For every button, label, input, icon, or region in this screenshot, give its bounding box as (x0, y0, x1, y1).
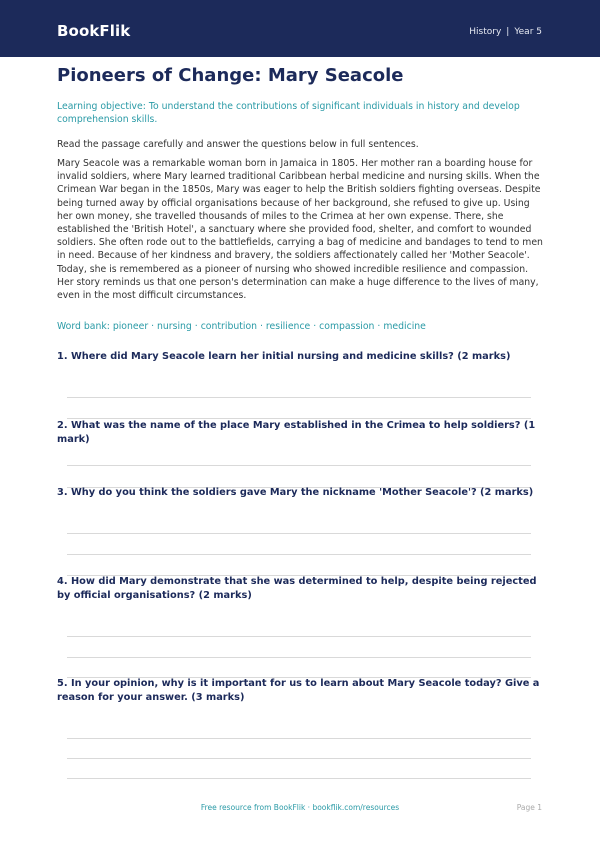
page-number: Page 1 (516, 803, 542, 812)
learning-objective: Learning objective: To understand the contributions of significant individuals in history and develop comprehension skills. (57, 101, 520, 125)
question-4: 4. How did Mary demonstrate that she was determined to help, despite being rejected by official organisations? (2 marks) (57, 576, 537, 601)
answer-line[interactable] (67, 738, 531, 739)
answer-line[interactable] (67, 397, 531, 398)
brand-logo-text[interactable]: BookFlik (57, 22, 131, 40)
meta-separator: | (506, 27, 510, 37)
answer-line[interactable] (67, 465, 531, 466)
question-1: 1. Where did Mary Seacole learn her initial nursing and medicine skills? (2 marks) (57, 351, 511, 362)
subject-year-label (469, 27, 542, 37)
footer-credit[interactable]: Free resource from BookFlik · bookflik.com/resources (200, 803, 400, 812)
question-3: 3. Why do you think the soldiers gave Mary the nickname 'Mother Seacole'? (2 marks) (57, 487, 534, 498)
question-5: 5. In your opinion, why is it important for us to learn about Mary Seacole today? Give a reason for your answer. (3 marks) (57, 678, 540, 703)
reading-passage: Mary Seacole was a remarkable woman born in Jamaica in 1805. Her mother ran a boarding house for invalid soldiers, where Mary learned traditional Caribbean herbal medicine and nursing skills. When the Crimean War began in the 1850s, Mary was eager to help the British soldiers fighting overseas. Despite being turned away by official organisations because of her background, she refused to give up. Using her own money, she travelled thousands of miles to the Crimea at her own expense. There, she established the 'British Hotel', a sanctuary where she provided food, shelter, and comfort to wounded soldiers. She often rode out to the battlefields, carrying a bag of medicine and bandages to tend to men in need. Because of her kindness and bravery, the soldiers affectionately called her 'Mother Seacole'. Today, she is remembered as a pioneer of nursing who showed incredible resilience and compassion. Her story reminds us that one person's determination can make a huge difference to the lives of many, even in the most difficult circumstances. (57, 158, 543, 302)
answer-line[interactable] (67, 758, 531, 759)
question-2: 2. What was the name of the place Mary established in the Crimea to help soldiers? (1 mark) (57, 420, 536, 445)
year-label: Year 5 (514, 27, 542, 37)
answer-line[interactable] (67, 636, 531, 637)
instructions: Read the passage carefully and answer the questions below in full sentences. (57, 139, 419, 150)
answer-line[interactable] (67, 554, 531, 555)
page-title: Pioneers of Change: Mary Seacole (57, 65, 404, 86)
header-bar (0, 0, 600, 57)
subject-label: History (469, 27, 502, 37)
answer-line[interactable] (67, 657, 531, 658)
answer-line[interactable] (67, 533, 531, 534)
word-bank: Word bank: pioneer · nursing · contribution · resilience · compassion · medicine (57, 321, 426, 332)
answer-line[interactable] (67, 778, 531, 779)
